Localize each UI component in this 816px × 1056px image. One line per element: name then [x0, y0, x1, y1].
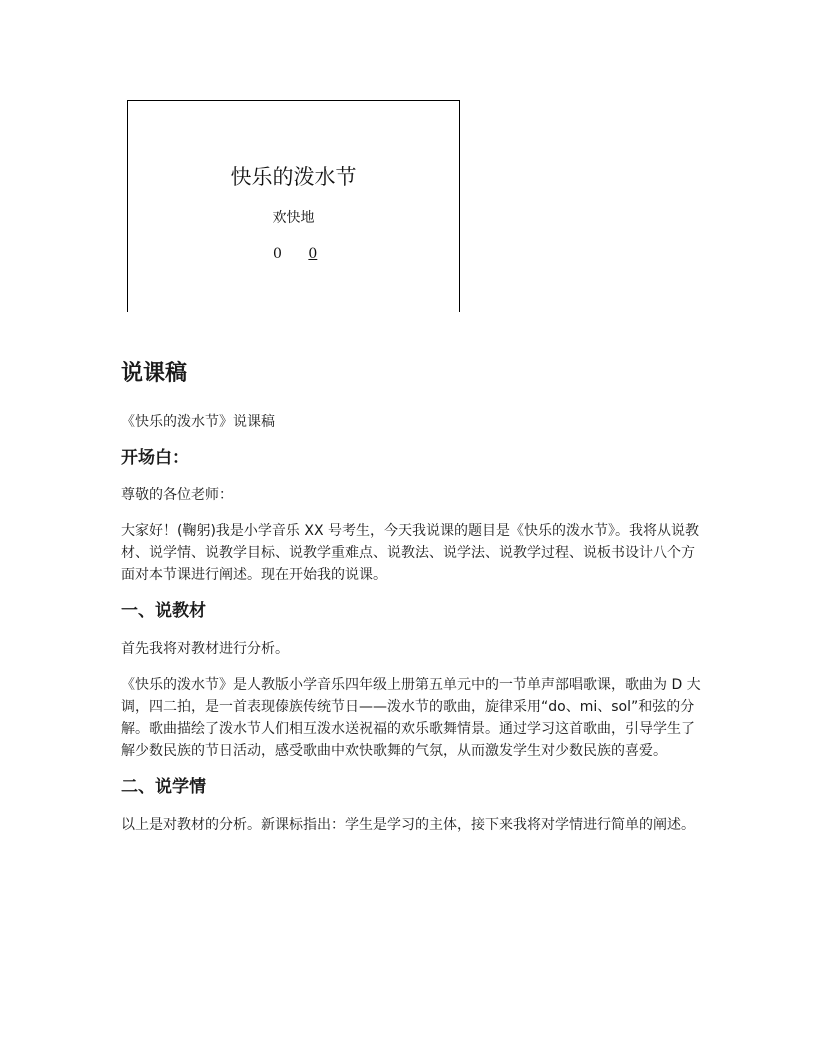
heading-section-1: 一、说教材: [121, 601, 206, 622]
score-note-underlined: 0: [308, 246, 318, 262]
heading-opening: 开场白：: [121, 447, 189, 468]
score-note: 0: [273, 246, 282, 262]
paragraph-section-2-body: 以上是对教材的分析。新课标指出：学生是学习的主体，接下来我将对学情进行简单的阐述。: [121, 816, 695, 833]
score-title: 快乐的泼水节: [230, 165, 357, 189]
paragraph-intro: 大家好！(鞠躬)我是小学音乐 XX 号考生，今天我说课的题目是《快乐的泼水节》。我将从说教材、说学情、说教学目标、说教学重难点、说教法、说学法、说教学过程、说板书设计八个方面对本节课进行阐述。现在开始我的说课。: [121, 523, 700, 584]
paragraph-section-1-body: 《快乐的泼水节》是人教版小学音乐四年级上册第五单元中的一节单声部唱歌课，歌曲为 D 大调，四二拍，是一首表现傣族传统节日——泼水节的歌曲，旋律采用“do、mi、sol”和弦的分解。歌曲描绘了泼水节人们相互泼水送祝福的欢乐歌舞情景。通过学习这首歌曲，引导学生了解少数民族的节日活动，感受歌曲中欢快歌舞的气氛，从而激发学生对少数民族的喜爱。: [121, 677, 701, 760]
heading-section-2: 二、说学情: [121, 777, 206, 798]
score-image: [127, 100, 460, 312]
document-title: 说课稿: [121, 361, 188, 386]
paragraph-section-1-lead: 首先我将对教材进行分析。: [121, 641, 289, 658]
paragraph-greeting: 尊敬的各位老师：: [121, 487, 233, 504]
document-body: [121, 360, 701, 850]
score-notes: [273, 246, 339, 262]
score-tempo-marking: 欢快地: [272, 210, 315, 226]
document-subtitle: 《快乐的泼水节》说课稿: [121, 413, 275, 430]
